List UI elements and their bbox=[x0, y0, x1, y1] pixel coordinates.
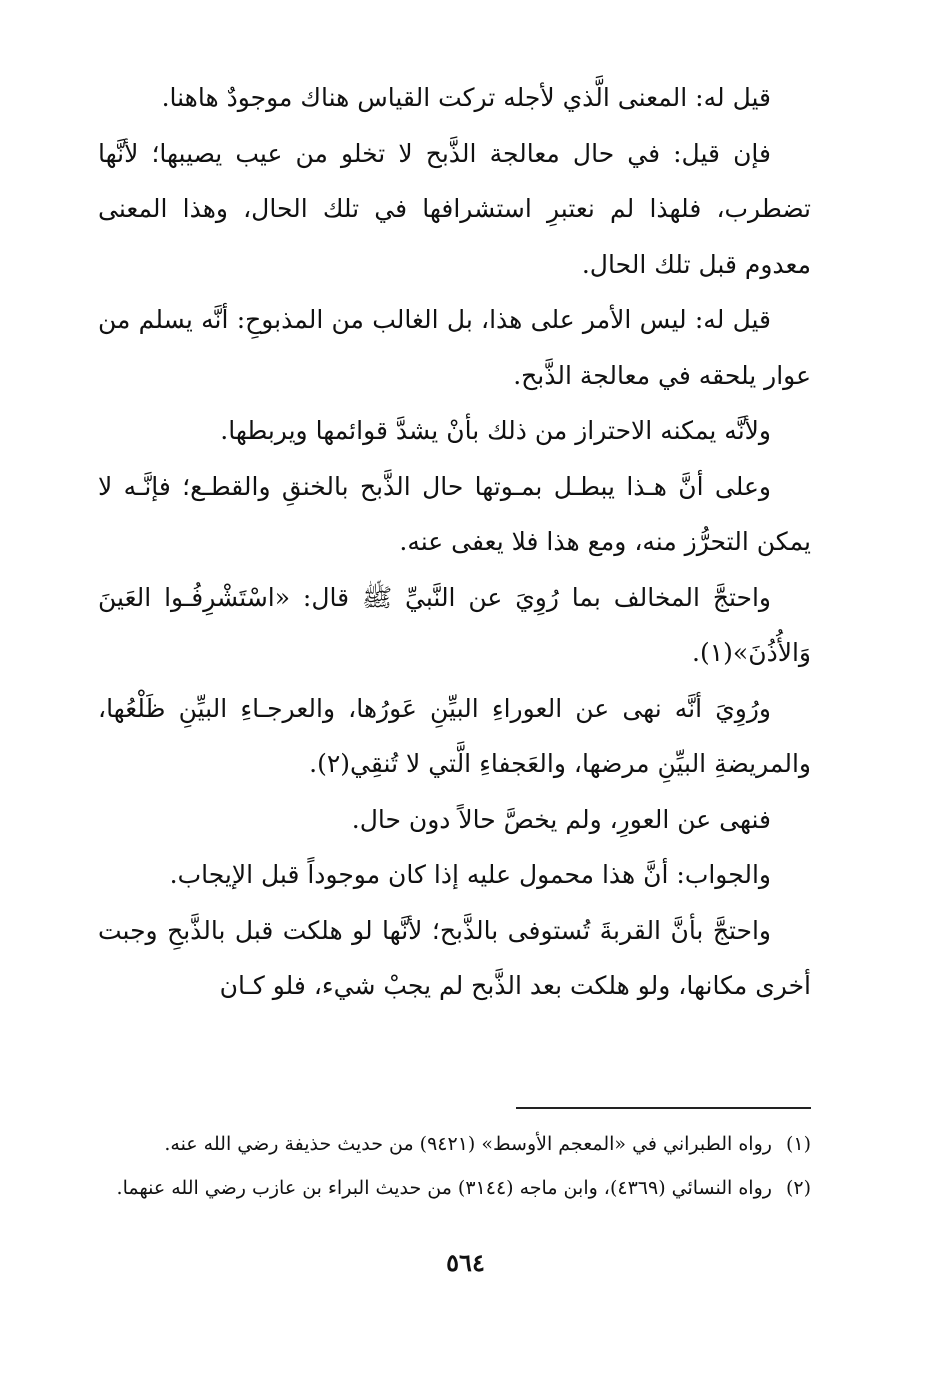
main-text bbox=[98, 70, 811, 1014]
footnote-text: رواه الطبراني في «المعجم الأوسط» (٩٤٢١) من حديث حذيفة رضي الله عنه. bbox=[164, 1133, 772, 1155]
footnote-number: (٢) bbox=[785, 1177, 811, 1199]
paragraph-2: فإن قيل: في حال معالجة الذَّبح لا تخلو من عيب يصيبها؛ لأنَّها تضطرب، فلهذا لم نعتبرِ استشرافها في تلك الحال، وهذا المعنى معدوم قبل تلك الحال. bbox=[98, 138, 811, 279]
paragraph-1: قيل له: المعنى الَّذي لأجله تركت القياس هناك موجودٌ هاهنا. bbox=[161, 83, 771, 112]
footnote-divider bbox=[516, 1107, 811, 1109]
footnote-text: رواه النسائي (٤٣٦٩)، وابن ماجه (٣١٤٤) من حديث البراء بن عازب رضي الله عنهما. bbox=[116, 1177, 772, 1199]
paragraph-5: وعلى أنَّ هـذا يبطـل بمـوتها حال الذَّبح بالخنقِ والقطـع؛ فإنَّـه لا يمكن التحرُّز منه، ومع هذا فلا يعفى عنه. bbox=[98, 471, 811, 556]
paragraph-10: واحتجَّ بأنَّ القربةَ تُستوفى بالذَّبح؛ لأنَّها لو هلكت قبل بالذَّبحِ وجبت أخرى مكانها، ولو هلكت بعد الذَّبح لم يجبْ شيء، فلو كـان bbox=[98, 915, 811, 1000]
paragraph-9: والجواب: أنَّ هذا محمول عليه إذا كان موجوداً قبل الإيجاب. bbox=[169, 860, 771, 889]
footnote-2 bbox=[98, 1166, 811, 1210]
page-number: ٥٦٤ bbox=[446, 1248, 485, 1277]
paragraph-8: فنهى عن العورِ، ولم يخصَّ حالاً دون حال. bbox=[351, 804, 771, 834]
footnote-1 bbox=[98, 1122, 811, 1166]
paragraph-3: قيل له: ليس الأمر على هذا، بل الغالب من المذبوحِ: أنَّه يسلم من عوار يلحقه في معالجة الذَّبح. bbox=[98, 305, 811, 390]
paragraph-7: ورُوِيَ أنَّه نهى عن العوراءِ البيِّنِ عَورُها، والعرجـاءِ البيِّنِ ظَلْعُها، والمريضةِ البيِّنِ مرضها، والعَجفاءِ الَّتي لا تُنقِي(٢). bbox=[98, 693, 811, 778]
footnotes bbox=[98, 1122, 811, 1210]
paragraph-6: واحتجَّ المخالف بما رُوِيَ عن النَّبيِّ ﷺ قال: «اسْتَشْرِفُـوا العَينَ وَالأُذُنَ»(١). bbox=[98, 582, 811, 667]
paragraph-4: ولأنَّه يمكنه الاحتراز من ذلك بأنْ يشدَّ قوائمها ويربطها. bbox=[220, 416, 771, 445]
footnote-number: (١) bbox=[785, 1133, 811, 1155]
